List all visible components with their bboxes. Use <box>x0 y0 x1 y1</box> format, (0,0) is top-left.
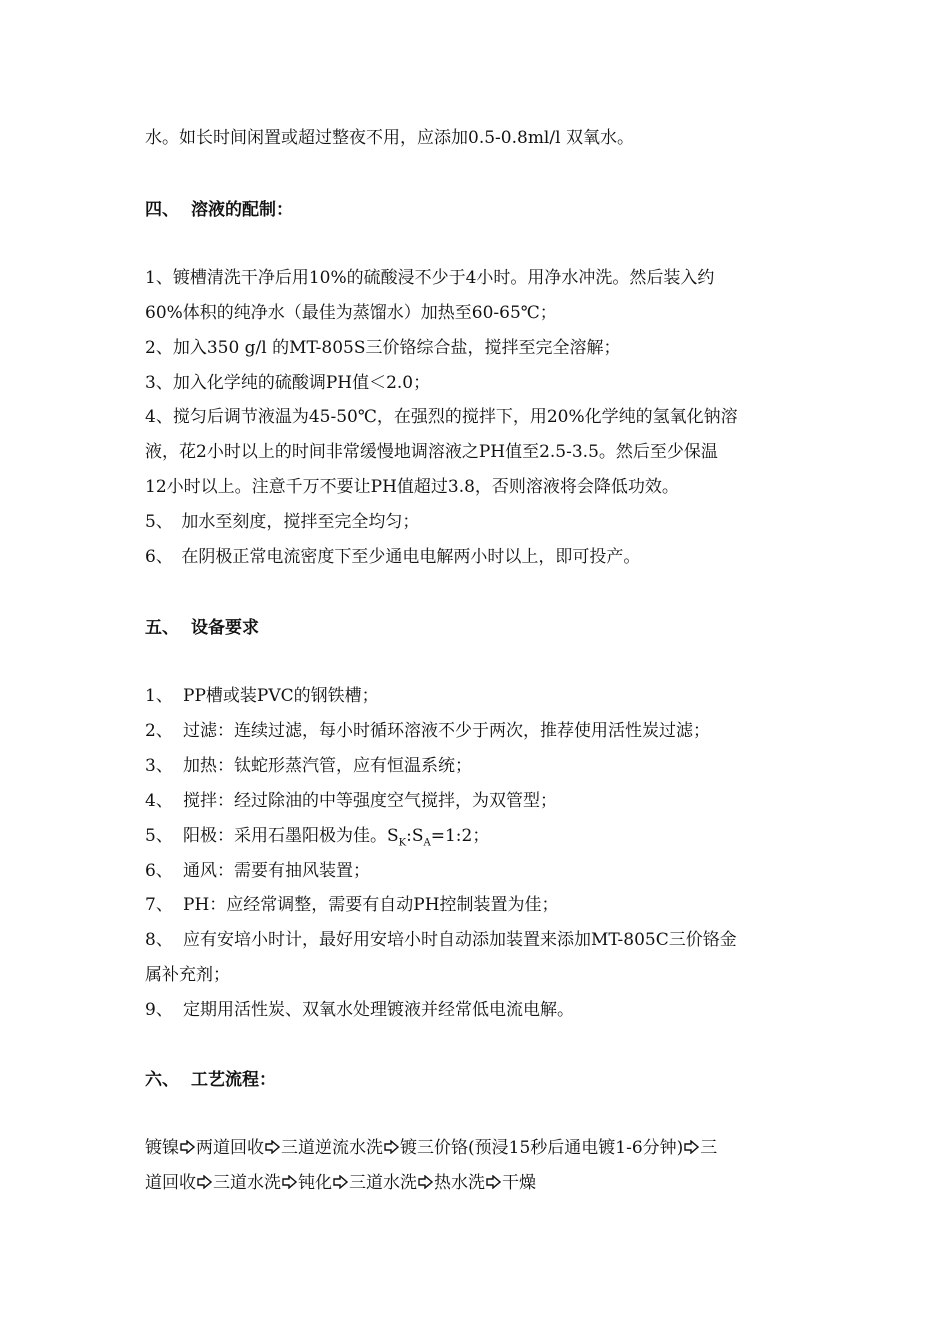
section-4-line: 5、 加水至刻度，搅拌至完全均匀； <box>145 512 420 532</box>
section-4-number: 四、 <box>145 200 179 220</box>
subscript-k: K <box>398 837 407 849</box>
section-4-line: 12小时以上。注意千万不要让PH值超过3.8，否则溶液将会降低功效。 <box>145 477 679 497</box>
section-5-item <box>145 719 710 743</box>
item-number: 1、 <box>145 686 173 706</box>
section-5-item <box>145 928 737 952</box>
flow-step: 热水洗 <box>434 1173 485 1193</box>
outline-right-arrow-icon <box>418 1175 433 1189</box>
outline-right-arrow-icon <box>180 1140 195 1154</box>
item-text: PH：应经常调整，需要有自动PH控制装置为佳； <box>183 895 559 915</box>
flow-step: 镀三价铬(预浸15秒后通电镀1-6分钟) <box>400 1138 684 1158</box>
outline-right-arrow-icon <box>333 1175 348 1189</box>
item-number: 5、 <box>145 826 173 846</box>
item-text: PP槽或装PVC的钢铁槽； <box>183 686 379 706</box>
outline-right-arrow-icon <box>197 1175 212 1189</box>
item-text: 定期用活性炭、双氧水处理镀液并经常低电流电解。 <box>183 1000 574 1020</box>
section-6-title: 工艺流程： <box>191 1070 276 1090</box>
item-text: :S <box>406 826 424 846</box>
section-4-line: 6、 在阴极正常电流密度下至少通电电解两小时以上，即可投产。 <box>145 547 641 567</box>
outline-right-arrow-icon <box>384 1140 399 1154</box>
section-4-line: 3、加入化学纯的硫酸调PH值＜2.0； <box>145 373 431 393</box>
item-text: 过滤：连续过滤，每小时循环溶液不少于两次，推荐使用活性炭过滤； <box>183 721 710 741</box>
section-6-number: 六、 <box>145 1070 179 1090</box>
intro-paragraph: 水。如长时间闲置或超过整夜不用，应添加0.5-0.8ml/l 双氧水。 <box>145 128 634 148</box>
item-text: 通风：需要有抽风装置； <box>183 861 370 881</box>
item-text: 加热：钛蛇形蒸汽管，应有恒温系统； <box>183 756 472 776</box>
flow-step: 道回收 <box>145 1173 196 1193</box>
flow-step: 镀镍 <box>145 1138 179 1158</box>
item-text: 阳极：采用石墨阳极为佳。S <box>183 826 399 846</box>
outline-right-arrow-icon <box>265 1140 280 1154</box>
flow-step: 钝化 <box>298 1173 332 1193</box>
section-4-heading <box>145 198 293 222</box>
item-number: 9、 <box>145 1000 173 1020</box>
section-6-heading <box>145 1068 276 1092</box>
section-5-item <box>145 684 379 708</box>
section-4-line: 液，花2小时以上的时间非常缓慢地调溶液之PH值至2.5-3.5。然后至少保温 <box>145 442 718 462</box>
flow-step: 三道水洗 <box>213 1173 281 1193</box>
flow-step: 三道水洗 <box>349 1173 417 1193</box>
item-number: 3、 <box>145 756 173 776</box>
item-number: 4、 <box>145 791 173 811</box>
section-4-line: 4、搅匀后调节液温为45-50℃，在强烈的搅拌下，用20%化学纯的氢氧化钠溶 <box>145 407 738 427</box>
item-text: 应有安培小时计，最好用安培小时自动添加装置来添加MT-805C三价铬金 <box>183 930 737 950</box>
item-number: 8、 <box>145 930 173 950</box>
section-4-title: 溶液的配制： <box>191 200 293 220</box>
section-5-item <box>145 754 472 778</box>
outline-right-arrow-icon <box>282 1175 297 1189</box>
section-4-line: 2、加入350 g/l 的MT-805S三价铬综合盐，搅拌至完全溶解； <box>145 338 621 358</box>
flow-step: 两道回收 <box>196 1138 264 1158</box>
outline-right-arrow-icon <box>684 1140 699 1154</box>
outline-right-arrow-icon <box>486 1175 501 1189</box>
section-5-item <box>145 824 489 855</box>
section-5-item <box>145 998 574 1022</box>
section-5-item <box>145 893 559 917</box>
process-flow-line <box>145 1136 717 1160</box>
flow-step: 三道逆流水洗 <box>281 1138 383 1158</box>
section-5-title: 设备要求 <box>191 618 259 638</box>
item-number: 6、 <box>145 861 173 881</box>
item-text: 搅拌：经过除油的中等强度空气搅拌，为双管型； <box>183 791 557 811</box>
item-number: 2、 <box>145 721 173 741</box>
subscript-a: A <box>423 837 431 849</box>
section-5-item <box>145 859 370 883</box>
process-flow-line <box>145 1171 536 1195</box>
section-5-item <box>145 789 557 813</box>
section-5-item-continuation: 属补充剂； <box>145 965 230 985</box>
item-number: 7、 <box>145 895 173 915</box>
section-5-number: 五、 <box>145 618 179 638</box>
flow-step: 三 <box>700 1138 718 1158</box>
section-4-line: 1、镀槽清洗干净后用10%的硫酸浸不少于4小时。用净水冲洗。然后装入约 <box>145 268 715 288</box>
item-text: =1:2； <box>430 826 490 846</box>
flow-step: 干燥 <box>502 1173 536 1193</box>
section-5-heading <box>145 616 259 640</box>
section-4-line: 60%体积的纯净水（最佳为蒸馏水）加热至60-65℃； <box>145 303 557 323</box>
